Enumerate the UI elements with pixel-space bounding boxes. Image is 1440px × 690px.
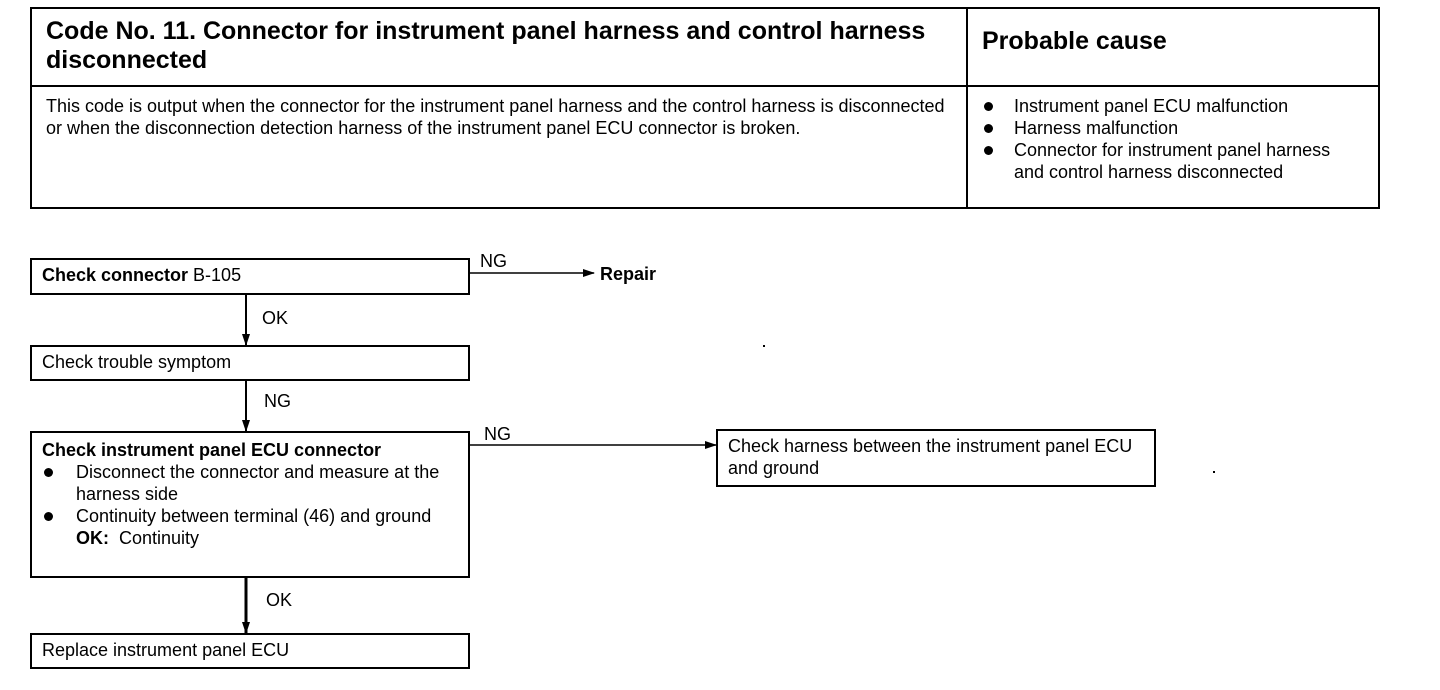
step-check-connector-id: B-105 — [188, 265, 242, 285]
bullet-icon — [984, 124, 993, 133]
probable-cause-heading: Probable cause — [982, 27, 1167, 55]
repair-label: Repair — [600, 264, 657, 284]
step-instruction-item — [42, 505, 458, 527]
bullet-icon — [984, 102, 993, 111]
probable-cause-item — [980, 95, 1364, 117]
step-check-harness-title: Check harness between the instrument panel ECU and ground — [728, 436, 1133, 478]
step-check-connector-box — [30, 258, 470, 295]
step-instruction-text: Continuity between terminal (46) and ground — [76, 506, 432, 526]
code-description-cell — [32, 87, 968, 207]
code-info-table — [30, 7, 1380, 209]
ok-criterion-value: Continuity — [119, 528, 200, 548]
code-title: Code No. 11. Connector for instrument panel harness and control harness disconnected — [46, 17, 926, 74]
ok-criterion — [42, 527, 458, 549]
step-check-ecu-connector-list — [42, 461, 458, 527]
bullet-icon — [44, 512, 53, 521]
step-check-harness-box — [716, 429, 1156, 487]
step-instruction-item — [42, 461, 458, 505]
step-check-connector-title: Check connector — [42, 265, 189, 285]
scan-speck — [1213, 471, 1215, 473]
probable-cause-heading-cell — [968, 9, 1378, 87]
step-check-trouble-symptom-title: Check trouble symptom — [42, 352, 232, 372]
step-instruction-text: Disconnect the connector and measure at the harness side — [76, 462, 440, 504]
bullet-icon — [44, 468, 53, 477]
probable-cause-text: Harness malfunction — [1014, 118, 1179, 138]
step-check-ecu-connector-box — [30, 431, 470, 578]
ok-label: OK — [262, 308, 289, 328]
code-description: This code is output when the connector for the instrument panel harness and the control harness is disconnected or when the disconnection detection harness of the instrument panel ECU connector is broken. — [46, 96, 945, 138]
bullet-icon — [984, 146, 993, 155]
probable-cause-text: Connector for instrument panel harness and control harness disconnected — [1014, 140, 1331, 182]
ng-label: NG — [484, 424, 511, 444]
step-replace-ecu-title: Replace instrument panel ECU — [42, 640, 290, 660]
probable-cause-list — [980, 95, 1364, 183]
ng-label: NG — [480, 251, 507, 271]
ng-label: NG — [264, 391, 291, 411]
probable-cause-item — [980, 117, 1364, 139]
probable-cause-text: Instrument panel ECU malfunction — [1014, 96, 1289, 116]
probable-cause-item — [980, 139, 1364, 183]
step-check-trouble-symptom-box — [30, 345, 470, 381]
step-check-ecu-connector-title: Check instrument panel ECU connector — [42, 440, 382, 460]
code-title-cell — [32, 9, 968, 87]
probable-causes-cell — [968, 87, 1378, 207]
ok-label: OK — [266, 590, 293, 610]
step-replace-ecu-box — [30, 633, 470, 669]
scan-speck — [763, 345, 765, 347]
ok-criterion-prefix: OK: — [76, 528, 109, 548]
